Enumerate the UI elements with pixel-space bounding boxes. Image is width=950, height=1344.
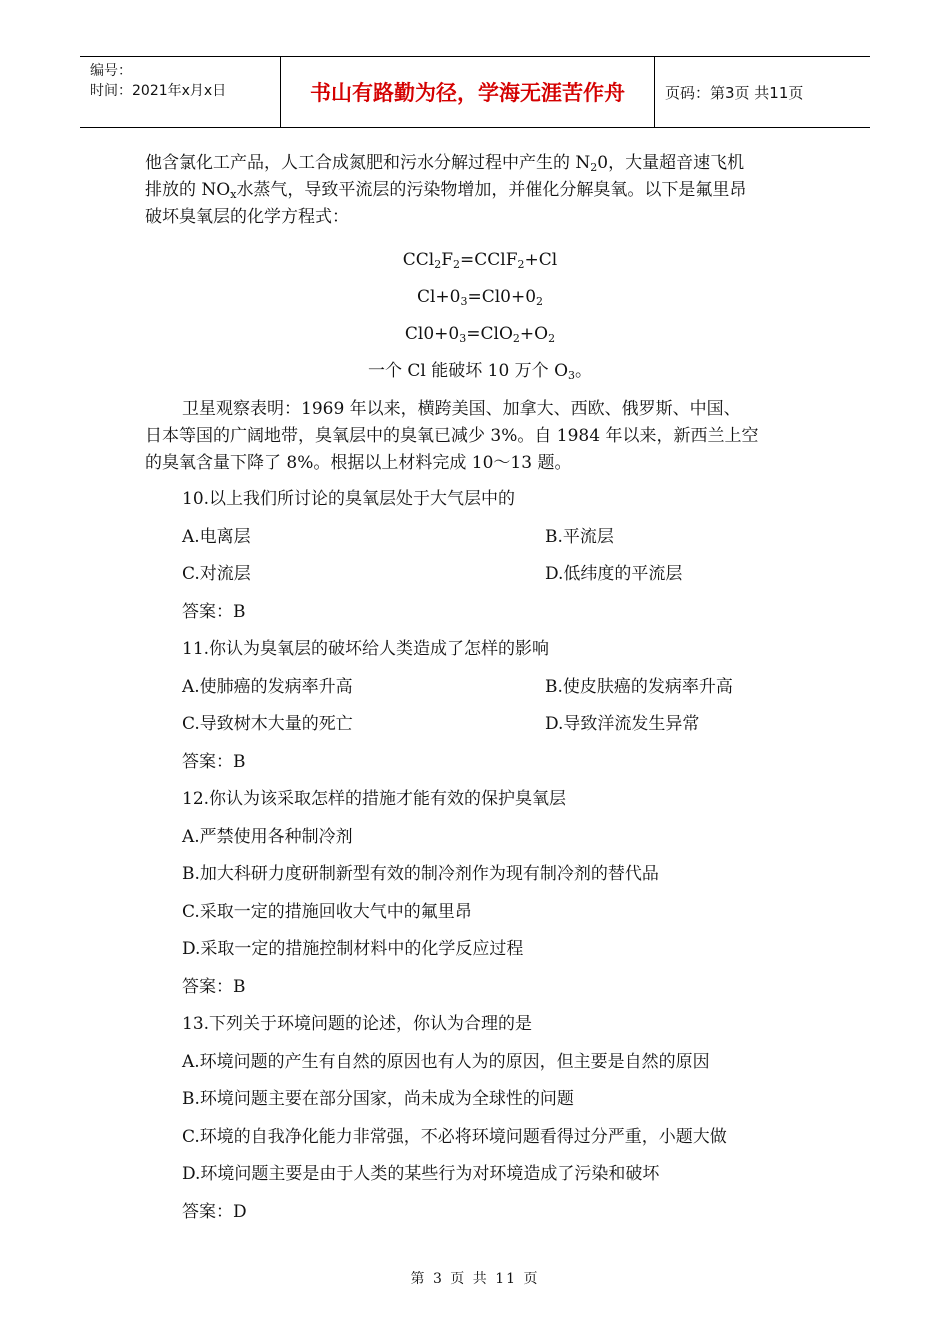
intro-line-1: 他含氯化工产品，人工合成氮肥和污水分解过程中产生的 $N_20$，大量超音速飞机 xyxy=(145,153,745,174)
page-footer: 第 3 页 共 11 页 xyxy=(410,1271,540,1287)
question-11-answer: 答案：B xyxy=(182,751,246,772)
page-header xyxy=(80,56,870,128)
question-11-option-c: C.导致树木大量的死亡 xyxy=(182,714,353,734)
question-11-options-row-2 xyxy=(145,706,815,744)
question-11-stem: 11.你认为臭氧层的破坏给人类造成了怎样的影响 xyxy=(182,639,550,659)
question-12-option-c: C.采取一定的措施回收大气中的氟里昂 xyxy=(182,901,472,922)
question-10-option-a: A.电离层 xyxy=(182,526,251,547)
question-10-option-b: B.平流层 xyxy=(545,526,614,547)
intro-line-3: 破坏臭氧层的化学方程式： xyxy=(145,207,349,227)
question-13-option-d: D.环境问题主要是由于人类的某些行为对环境造成了污染和破坏 xyxy=(182,1164,660,1184)
document-number-label: 编号： xyxy=(90,63,132,79)
header-meta xyxy=(80,57,280,127)
satellite-line-1: 卫星观察表明：1969 年以来，横跨美国、加拿大、西欧、俄罗斯、中国、 xyxy=(182,399,741,419)
equation-note: 一个 Cl 能破坏 10 万个 $O_3$。 xyxy=(367,361,593,382)
question-12-stem: 12.你认为该采取怎样的措施才能有效的保护臭氧层 xyxy=(182,789,567,809)
question-10-option-d: D.低纬度的平流层 xyxy=(545,564,683,584)
document-date: 时间：2021年x月x日 xyxy=(90,83,227,99)
page-body xyxy=(145,150,815,1231)
question-13-option-c: C.环境的自我净化能力非常强，不必将环境问题看得过分严重，小题大做 xyxy=(182,1126,727,1147)
satellite-line-2: 日本等国的广阔地带，臭氧层中的臭氧已减少 3%。自 1984 年以来，新西兰上空 xyxy=(145,426,759,446)
question-13-option-b: B.环境问题主要在部分国家，尚未成为全球性的问题 xyxy=(182,1089,574,1109)
question-13-stem: 13.下列关于环境问题的论述，你认为合理的是 xyxy=(182,1014,533,1034)
question-11-options-row-1 xyxy=(145,669,815,707)
question-12-option-d: D.采取一定的措施控制材料中的化学反应过程 xyxy=(182,939,524,959)
question-13-answer: 答案：D xyxy=(182,1201,247,1222)
intro-line-2: 排放的 $NO_x$水蒸气，导致平流层的污染物增加，并催化分解臭氧。以下是氟里昂 xyxy=(145,180,747,201)
question-10-option-c: C.对流层 xyxy=(182,564,251,584)
equation-3: $Cl0+0_3=ClO_2+O_2$ xyxy=(404,324,556,345)
question-10-options-row-2 xyxy=(145,556,815,594)
question-10-stem: 10.以上我们所讨论的臭氧层处于大气层中的 xyxy=(182,489,516,509)
question-12-answer: 答案：B xyxy=(182,976,246,997)
header-motto: 书山有路勤为径，学海无涯苦作舟 xyxy=(280,57,655,127)
question-13-option-a: A.环境问题的产生有自然的原因也有人为的原因，但主要是自然的原因 xyxy=(182,1051,710,1072)
satellite-line-3: 的臭氧含量下降了 8%。根据以上材料完成 10～13 题。 xyxy=(145,453,572,473)
question-11-option-a: A.使肺癌的发病率升高 xyxy=(182,676,353,697)
question-10-options-row-1 xyxy=(145,519,815,557)
question-11-option-b: B.使皮肤癌的发病率升高 xyxy=(545,676,733,697)
question-12-option-a: A.严禁使用各种制冷剂 xyxy=(182,826,353,847)
equation-2: $Cl+0_3=Cl0+0_2$ xyxy=(416,287,544,308)
question-12-option-b: B.加大科研力度研制新型有效的制冷剂作为现有制冷剂的替代品 xyxy=(182,864,659,884)
question-11-option-d: D.导致洋流发生异常 xyxy=(545,714,700,734)
question-10-answer: 答案：B xyxy=(182,601,246,622)
equation-1: $CCl_2F_2=CClF_2+Cl$ xyxy=(402,250,558,271)
header-page-info: 页码：第3页 共11页 xyxy=(665,83,804,102)
